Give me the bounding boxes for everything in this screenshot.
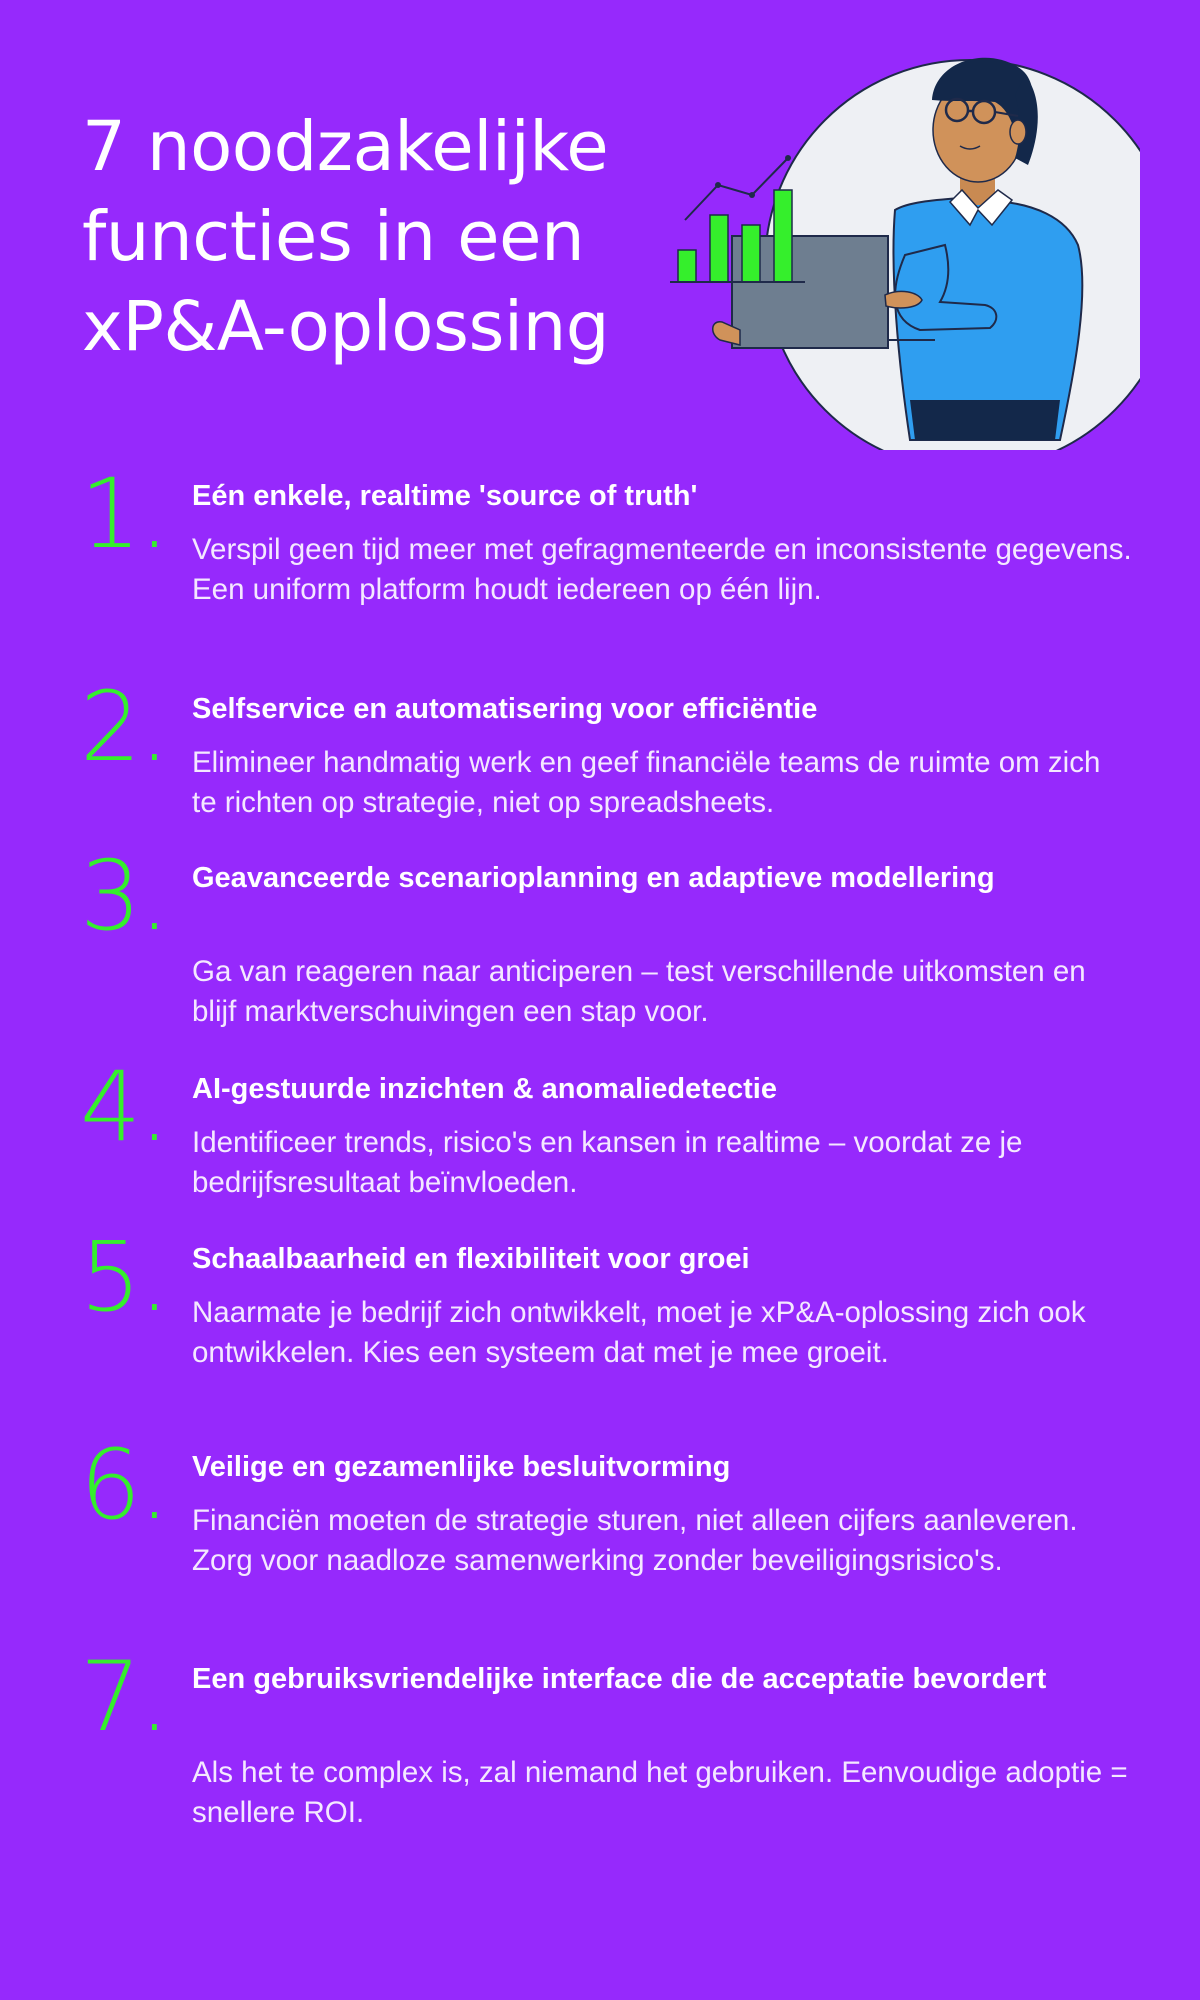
- item-description: Financiën moeten de strategie sturen, niet alleen cijfers aanleveren. Zorg voor naadloze samenwerking zonder beveiligingsrisico's.: [192, 1504, 1078, 1577]
- item-title: Schaalbaarheid en flexibiliteit voor groei: [192, 1243, 750, 1275]
- item-description: Elimineer handmatig werk en geef financiële teams de ruimte om zich te richten op strategie, niet op spreadsheets.: [192, 746, 1101, 819]
- page-title: 7 noodzakelijke functies in een xP&A-oplossing: [82, 107, 610, 367]
- item-title: Een gebruiksvriendelijke interface die de acceptatie bevordert: [192, 1663, 1047, 1695]
- item-title: Eén enkele, realtime 'source of truth': [192, 480, 698, 512]
- item-number: 7.: [80, 1641, 168, 1753]
- person-with-laptop-illustration: [660, 40, 1140, 450]
- item-description: Naarmate je bedrijf zich ontwikkelt, moet je xP&A-oplossing zich ook ontwikkelen. Kies een systeem dat met je mee groeit.: [192, 1296, 1086, 1369]
- item-number: 3.: [80, 840, 168, 952]
- item-title: AI-gestuurde inzichten & anomaliedetectie: [192, 1073, 777, 1105]
- item-description: Verspil geen tijd meer met gefragmenteerde en inconsistente gegevens. Een uniform platform houdt iedereen op één lijn.: [192, 533, 1132, 606]
- item-title: Selfservice en automatisering voor efficiëntie: [192, 693, 818, 725]
- item-number: 5.: [80, 1221, 168, 1333]
- item-number: 1.: [80, 458, 168, 570]
- item-description: Ga van reageren naar anticiperen – test verschillende uitkomsten en blijf marktverschuivingen een stap voor.: [192, 955, 1086, 1028]
- item-title: Veilige en gezamenlijke besluitvorming: [192, 1451, 731, 1483]
- item-title: Geavanceerde scenarioplanning en adaptieve modellering: [192, 862, 995, 894]
- item-number: 2.: [80, 671, 168, 783]
- item-number: 6.: [80, 1429, 168, 1541]
- item-description: Identificeer trends, risico's en kansen in realtime – voordat ze je bedrijfsresultaat beïnvloeden.: [192, 1126, 1023, 1199]
- item-number: 4.: [80, 1051, 168, 1163]
- item-description: Als het te complex is, zal niemand het gebruiken. Eenvoudige adoptie = snellere ROI.: [192, 1756, 1128, 1829]
